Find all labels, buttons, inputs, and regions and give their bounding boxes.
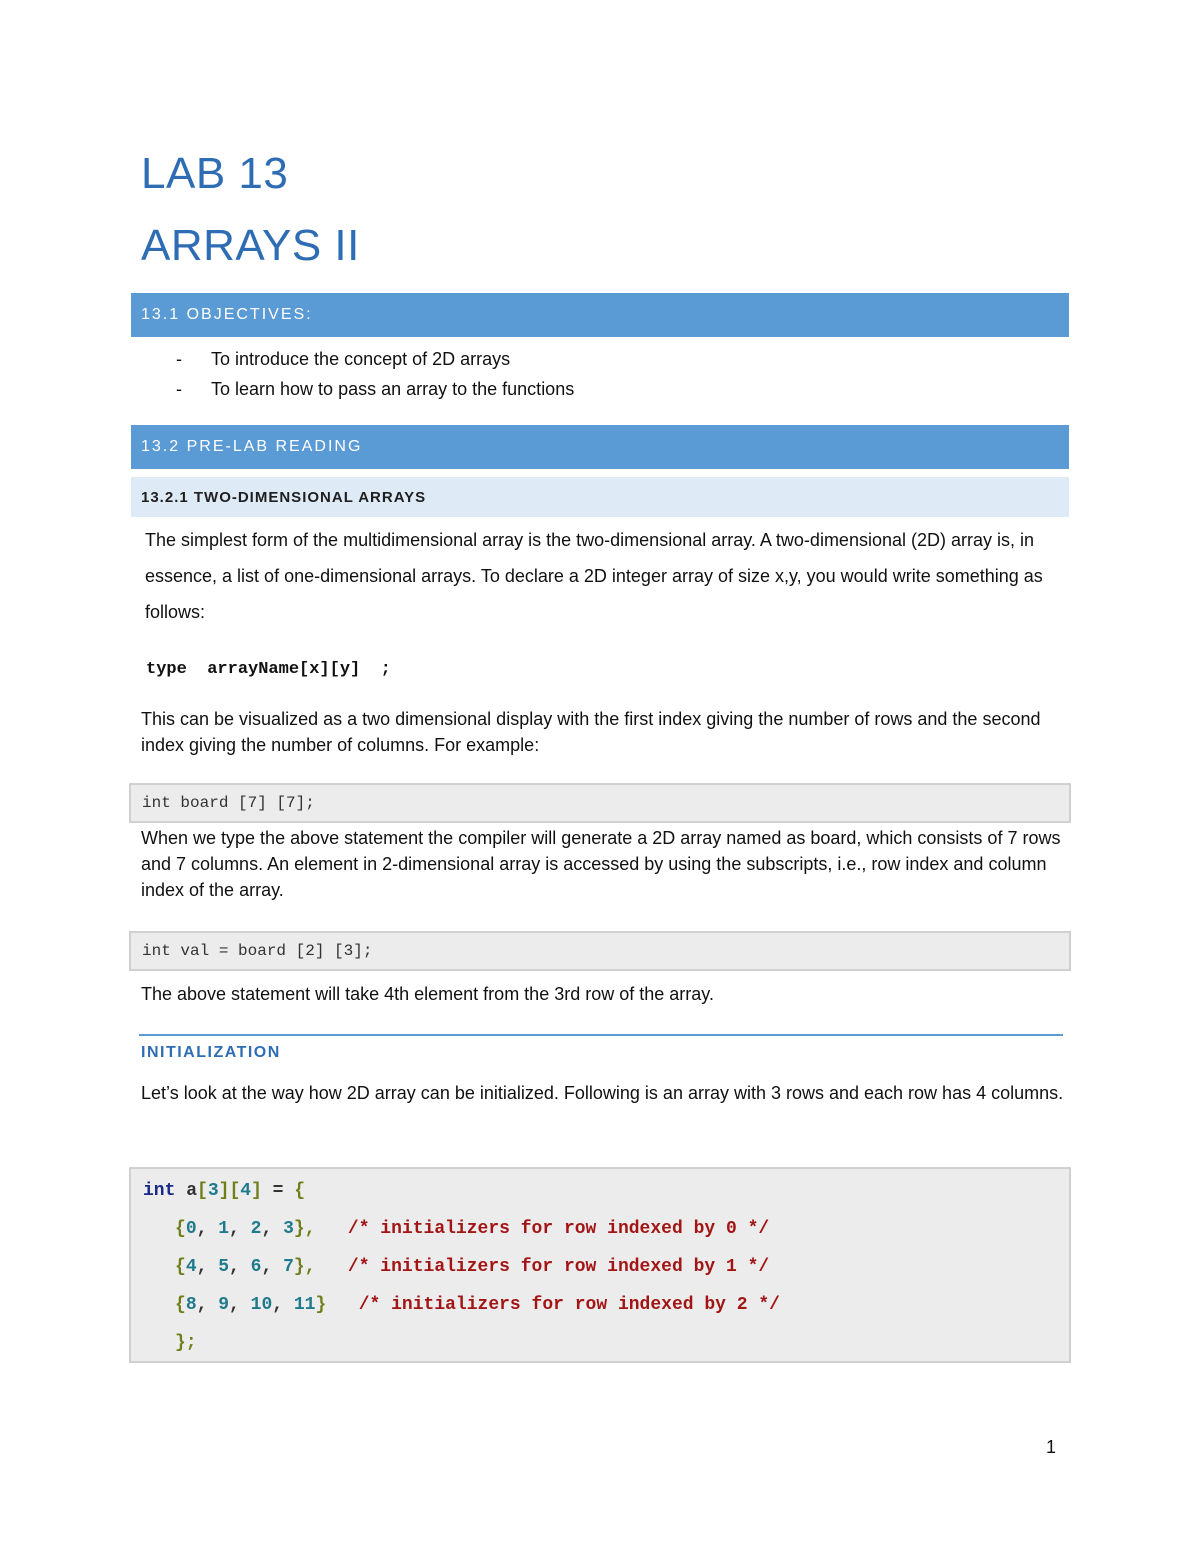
- lab-subtitle: ARRAYS II: [141, 221, 360, 270]
- visualization-paragraph: This can be visualized as a two dimensional display with the first index giving the number of rows and the second index giving the number of columns. For example:: [141, 709, 1041, 755]
- type-declaration-syntax: type arrayName[x][y] ;: [146, 660, 391, 679]
- code-line-closing: };: [175, 1333, 197, 1353]
- access-explanation-paragraph: The above statement will take 4th element from the 3rd row of the array.: [141, 984, 714, 1004]
- initialization-heading: INITIALIZATION: [141, 1044, 281, 1061]
- objective-item: - To learn how to pass an array to the functions: [176, 379, 575, 399]
- intro-paragraph: The simplest form of the multidimensional array is the two-dimensional array. A two-dimensional (2D) array is, in essence, a list of one-dimensional arrays. To declare a 2D integer array of size x,y, you would write something as follows:: [145, 530, 1043, 622]
- prelab-heading: 13.2 PRE-LAB READING: [131, 425, 1069, 469]
- section-divider: [139, 1034, 1063, 1036]
- board-declaration-code: int board [7] [7];: [129, 783, 1071, 823]
- board-explanation-paragraph: When we type the above statement the compiler will generate a 2D array named as board, which consists of 7 rows and 7 columns. An element in 2-dimensional array is accessed by using the subscripts, i.e., row index and column index of the array.: [141, 828, 1061, 900]
- initialization-paragraph: Let’s look at the way how 2D array can be initialized. Following is an array with 3 rows and each row has 4 columns.: [141, 1083, 1064, 1103]
- twod-arrays-heading: 13.2.1 TWO-DIMENSIONAL ARRAYS: [131, 477, 1069, 517]
- page-number: 1: [1046, 1437, 1057, 1457]
- element-access-code: int val = board [2] [3];: [129, 931, 1071, 971]
- lab-title: LAB 13: [141, 149, 289, 198]
- initialization-code-block: [129, 1167, 1071, 1363]
- objectives-heading: 13.1 OBJECTIVES:: [131, 293, 1069, 337]
- code-line-row-2: {8, 9, 10, 11} /* initializers for row indexed by 2 */: [175, 1295, 780, 1315]
- objective-item: - To introduce the concept of 2D arrays: [176, 349, 511, 369]
- code-line-declaration: int a[3][4] = {: [143, 1181, 306, 1201]
- code-line-row-0: {0, 1, 2, 3}, /* initializers for row indexed by 0 */: [175, 1219, 770, 1239]
- code-line-row-1: {4, 5, 6, 7}, /* initializers for row indexed by 1 */: [175, 1257, 770, 1277]
